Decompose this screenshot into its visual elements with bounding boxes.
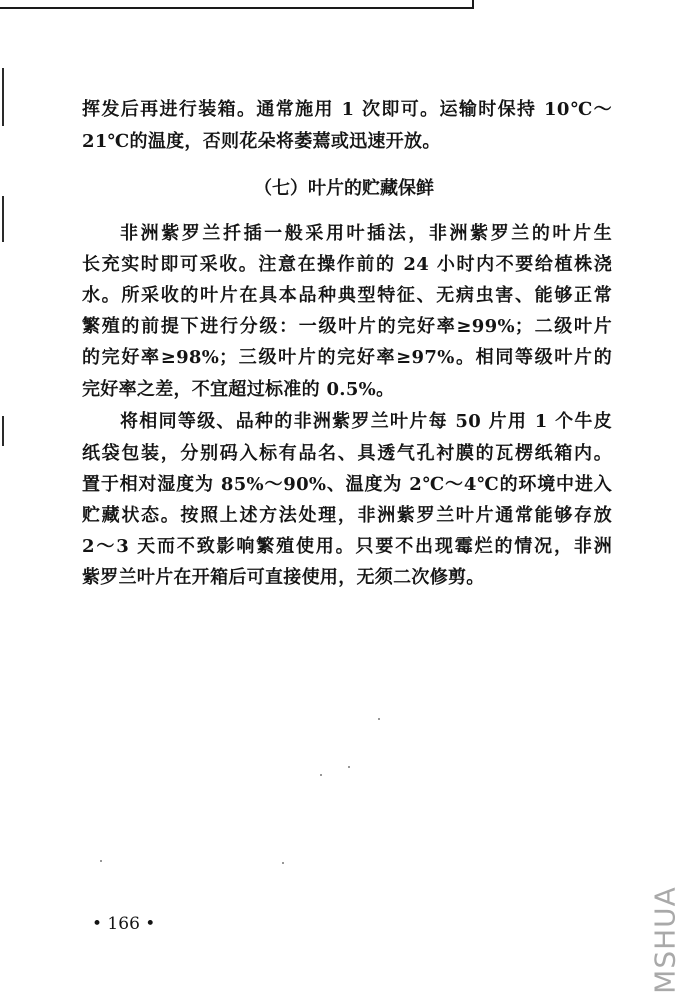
top-border-rule-end (472, 0, 474, 9)
intro-line-1: 挥发后再进行装箱。通常施用 1 次即可。运输时保持 10℃～ (82, 99, 612, 120)
scan-speck (378, 718, 380, 720)
paragraph-2-line-5: 2～3 天而不致影响繁殖使用。只要不出现霉烂的情况，非洲 (82, 536, 612, 557)
paragraph-2-line-1: 将相同等级、品种的非洲紫罗兰叶片每 50 片用 1 个牛皮 (120, 411, 612, 432)
intro-line-2: 21℃的温度，否则花朵将萎蔫或迅速开放。 (82, 131, 441, 152)
section-heading: （七）叶片的贮藏保鲜 (254, 178, 434, 199)
left-margin-mark (2, 68, 4, 126)
paragraph-1-line-5: 的完好率≥98%；三级叶片的完好率≥97%。相同等级叶片的 (82, 347, 612, 368)
watermark (648, 884, 682, 996)
page-number: • 166 • (92, 914, 156, 934)
paragraph-2-line-2: 纸袋包装，分别码入标有品名、具透气孔衬膜的瓦楞纸箱内。 (82, 443, 612, 464)
paragraph-1-line-3: 水。所采收的叶片在具本品种典型特征、无病虫害、能够正常 (82, 285, 612, 306)
paragraph-1-line-4: 繁殖的前提下进行分级：一级叶片的完好率≥99%；二级叶片 (82, 316, 612, 337)
paragraph-1-line-2: 长充实时即可采收。注意在操作前的 24 小时内不要给植株浇 (82, 254, 612, 275)
top-border-rule (0, 7, 474, 9)
paragraph-1-line-6: 完好率之差，不宜超过标准的 0.5%。 (82, 379, 395, 400)
paragraph-2-line-6: 紫罗兰叶片在开箱后可直接使用，无须二次修剪。 (82, 567, 485, 588)
paragraph-2-line-3: 置于相对湿度为 85%～90%、温度为 2℃～4℃的环境中进入 (82, 474, 612, 495)
paragraph-2-line-4: 贮藏状态。按照上述方法处理，非洲紫罗兰叶片通常能够存放 (82, 505, 612, 526)
left-margin-mark (2, 416, 4, 446)
scan-speck (348, 766, 350, 768)
scan-speck (282, 862, 284, 864)
scan-speck (320, 774, 322, 776)
paragraph-1-line-1: 非洲紫罗兰扦插一般采用叶插法，非洲紫罗兰的叶片生 (120, 223, 612, 244)
scan-speck (100, 860, 102, 862)
watermark-text: MSHUA (648, 886, 682, 994)
